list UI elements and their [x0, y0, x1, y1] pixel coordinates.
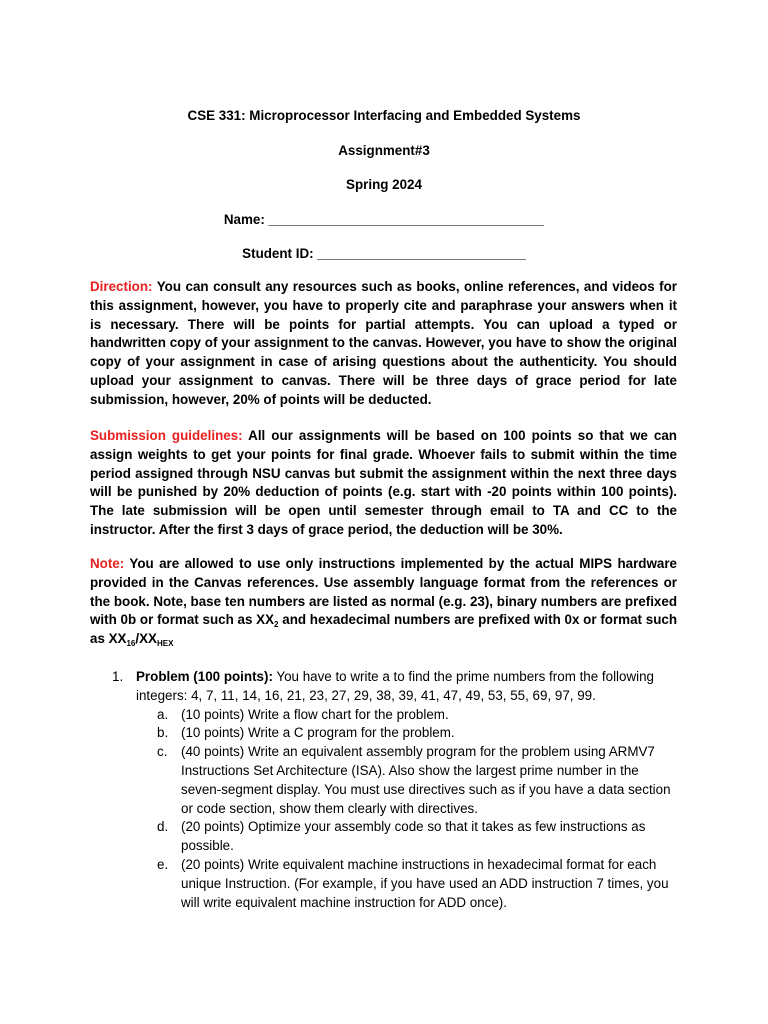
- submission-text: All our assignments will be based on 100 points so that we can assign weights to get your points for final grade. Whoever fails to submit within the time period assigned through NSU canvas but submit the assignment within the next three days will be punished by 20% deduction of points (e.g. start with -20 points within 100 points). The late submission will be open until semester through email to TA and CC to the instructor. After the first 3 days of grace period, the deduction will be 30%.: [90, 428, 677, 537]
- course-title: CSE 331: Microprocessor Interfacing and Embedded Systems: [187, 108, 581, 123]
- term: Spring 2024: [346, 177, 422, 192]
- direction-text: You can consult any resources such as books, online references, and videos for this assignment, however, you have to properly cite and paraphrase your answers when it is necessary. There will be points for partial attempts. You can upload a typed or handwritten copy of your assignment to the canvas. However, you have to show the original copy of your assignment in case of arising questions about the authenticity. You should upload your assignment to canvas. There will be three days of grace period for late submission, however, 20% of points will be deducted.: [90, 279, 677, 407]
- note-slash: /XX: [135, 631, 157, 647]
- hex16-subscript: 16: [126, 639, 136, 649]
- note-paragraph: [90, 555, 677, 649]
- note-label: Note:: [90, 556, 125, 571]
- hex-subscript: HEX: [156, 639, 174, 649]
- part-letter: d.: [157, 819, 169, 835]
- part-text: (20 points) Write equivalent machine instructions in hexadecimal format for each unique Instruction. (For example, if you have used an ADD instruction 7 times, you will write equivalent machine instruction for ADD once).: [181, 856, 669, 910]
- direction-paragraph: [90, 278, 677, 410]
- part-item-d: [90, 818, 681, 856]
- name-field: Name: _____________________________________: [223, 212, 545, 227]
- note-text-before: You are allowed to use only instructions implemented by the actual MIPS hardware provided in the Canvas references. Use assembly language format from the references or the book. Note, base ten numbers are listed as normal (e.g. 23), binary numbers are prefixed with 0b or format such as XX: [90, 556, 677, 628]
- assignment-title: Assignment#3: [338, 143, 430, 158]
- part-text: (20 points) Optimize your assembly code so that it takes as few instructions as possible.: [181, 819, 646, 854]
- problem-title: Problem (100 points):: [136, 669, 273, 684]
- binary-subscript: 2: [274, 620, 279, 630]
- part-item-e: [90, 856, 681, 912]
- problem-text: You have to write a to find the prime numbers from the following integers: 4, 7, 11, 14, 16, 21, 23, 27, 29, 38, 39, 41, 47, 49, 53, 55, 69, 97, 99.: [136, 669, 655, 703]
- part-text: (40 points) Write an equivalent assembly program for the problem using ARMV7 Instructions Set Architecture (ISA). Also show the largest prime number in the seven-segment display. You must use directives such as if you have a data section or code section, show them clearly with directives.: [181, 744, 671, 816]
- submission-paragraph: [90, 427, 677, 540]
- note-text-middle: and hexadecimal numbers are prefixed with 0x or format such as XX: [90, 612, 677, 647]
- part-text: (10 points) Write a C program for the problem.: [181, 725, 455, 741]
- problem-list: [90, 668, 690, 912]
- student-id-field: Student ID: ____________________________: [242, 246, 526, 261]
- direction-label: Direction:: [90, 279, 153, 294]
- submission-label: Submission guidelines:: [90, 428, 243, 443]
- part-letter: c.: [157, 744, 168, 760]
- part-letter: b.: [157, 725, 169, 741]
- part-item-c: [90, 743, 681, 818]
- part-text: (10 points) Write a flow chart for the problem.: [181, 706, 449, 722]
- problem-item: [90, 668, 690, 706]
- problem-number: 1.: [112, 669, 124, 684]
- part-item-a: [90, 706, 681, 725]
- part-letter: e.: [157, 856, 169, 872]
- part-letter: a.: [157, 706, 169, 722]
- part-item-b: [90, 724, 681, 743]
